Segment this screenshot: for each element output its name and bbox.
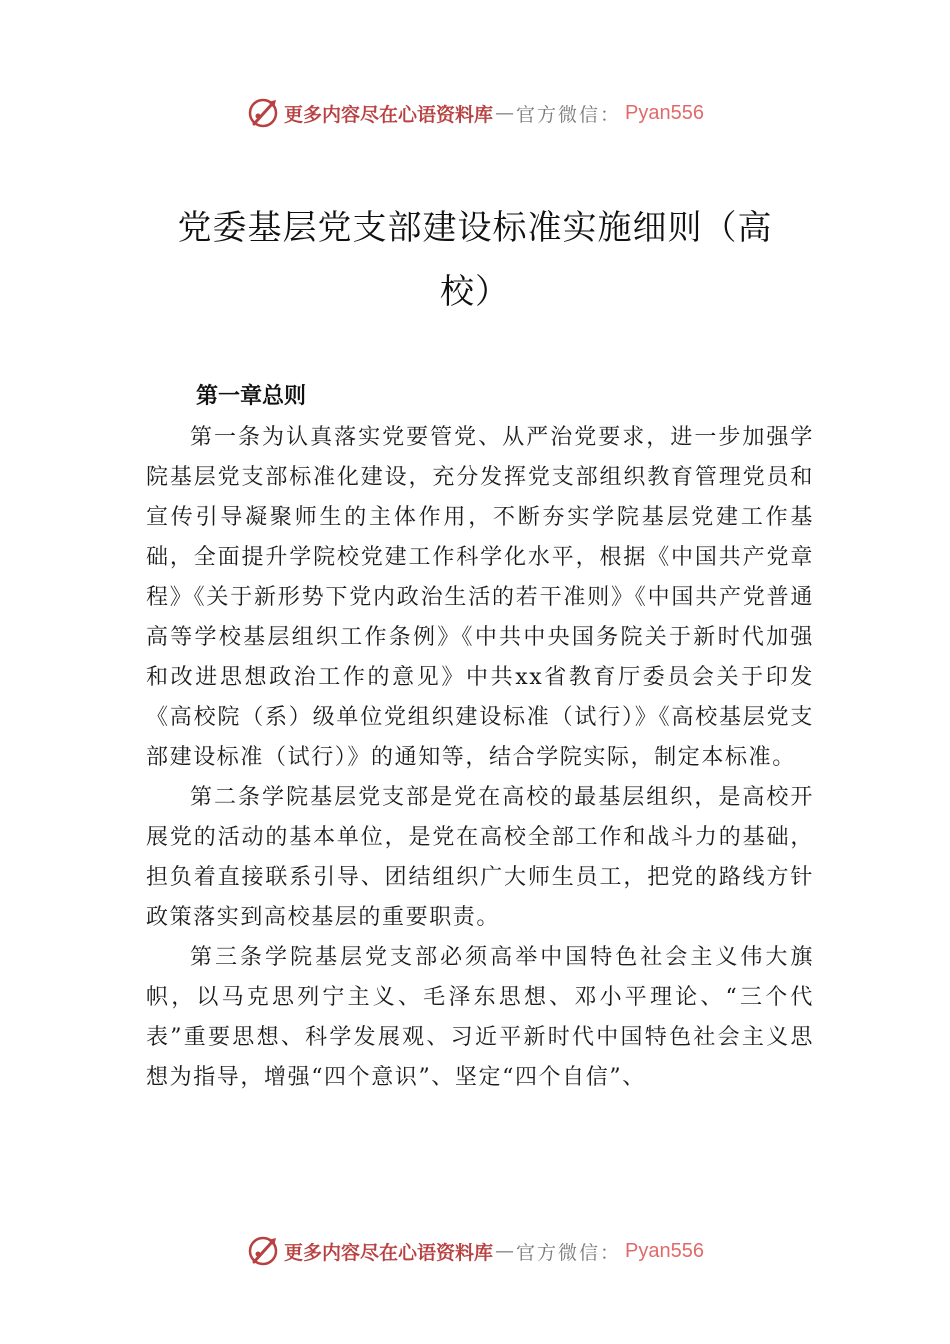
pen-circle-logo-icon — [246, 96, 280, 130]
footer-banner — [0, 1231, 950, 1271]
banner-separator: — — [495, 1240, 515, 1262]
banner-text: 更多内容尽在心语资料库 — [284, 1241, 494, 1264]
header-banner — [0, 93, 950, 133]
document-title: 党委基层党支部建设标准实施细则（高校） — [177, 208, 773, 312]
paragraph-article-2: 第二条学院基层党支部是党在高校的最基层组织，是高校开展党的活动的基本单位，是党在高校全部工作和战斗力的基础，担负着直接联系引导、团结组织广大师生员工，把党的路线方针政策落实到高校基层的重要职责。 — [146, 785, 814, 930]
banner-wechat-id: Pyan556 — [625, 101, 704, 124]
banner-wechat-label: 官方微信： — [516, 103, 622, 126]
chapter-heading: 第一章总则 — [196, 384, 307, 409]
banner-wechat-label: 官方微信： — [516, 1241, 622, 1264]
banner-text: 更多内容尽在心语资料库 — [284, 103, 494, 126]
document-body — [146, 418, 814, 1098]
banner-separator: — — [495, 102, 515, 124]
pen-circle-logo-icon — [246, 1234, 280, 1268]
banner-wechat-id: Pyan556 — [625, 1239, 704, 1262]
paragraph-article-1: 第一条为认真落实党要管党、从严治党要求，进一步加强学院基层党支部标准化建设，充分发挥党支部组织教育管理党员和宣传引导凝聚师生的主体作用，不断夯实学院基层党建工作基础，全面提升学院校党建工作科学化水平，根据《中国共产党章程》《关于新形势下党内政治生活的若干准则》《中国共产党普通高等学校基层组织工作条例》《中共中央国务院关于新时代加强和改进思想政治工作的意见》中共xx省教育厅委员会关于印发《高校院（系）级单位党组织建设标准（试行）》《高校基层党支部建设标准（试行）》的通知等，结合学院实际，制定本标准。 — [146, 425, 814, 770]
paragraph-article-3: 第三条学院基层党支部必须高举中国特色社会主义伟大旗帜，以马克思列宁主义、毛泽东思想、邓小平理论、“三个代表”重要思想、科学发展观、习近平新时代中国特色社会主义思想为指导，增强“四个意识”、坚定“四个自信”、 — [146, 945, 814, 1090]
